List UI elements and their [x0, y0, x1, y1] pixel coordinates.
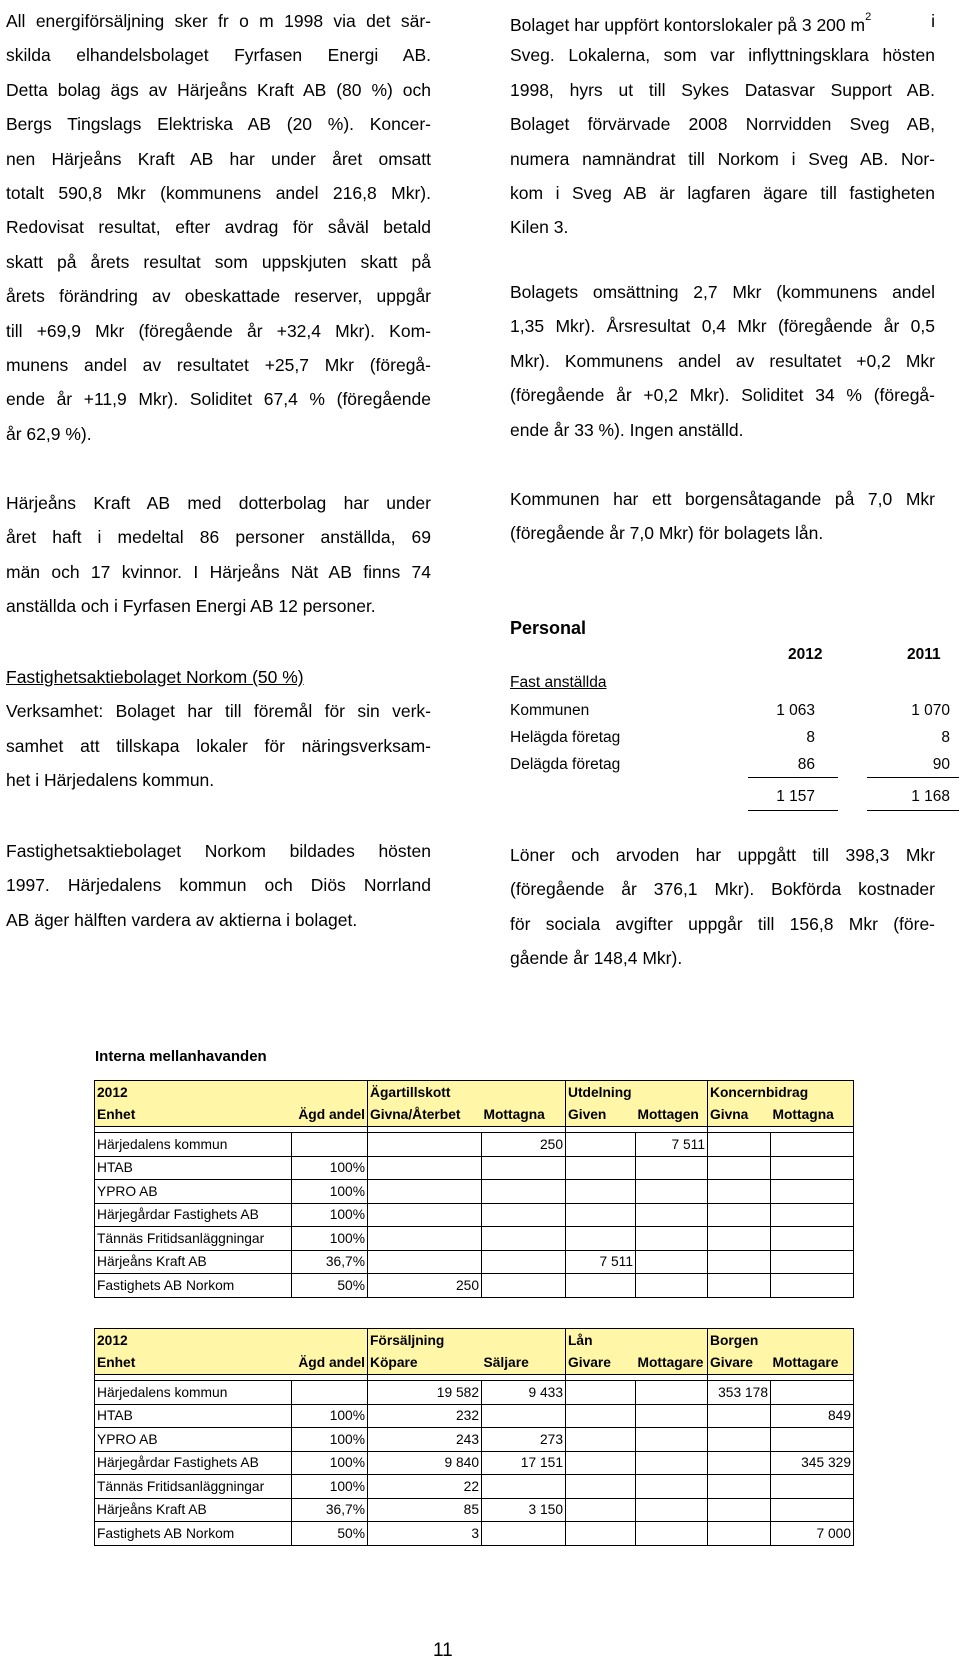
value-2011: 90: [932, 756, 950, 773]
cell: [566, 1274, 636, 1298]
cell: [636, 1227, 708, 1251]
cell: 36,7%: [292, 1250, 368, 1274]
cell: [708, 1133, 771, 1157]
cell: Tännäs Fritidsanläggningar: [95, 1475, 292, 1499]
year-header-2011: 2011: [907, 646, 941, 663]
table-row: [95, 1227, 854, 1251]
table-row: [95, 1475, 854, 1499]
text-line: 1998, hyrs ut till Sykes Datasvar Support AB.: [510, 79, 935, 100]
cell: [636, 1404, 708, 1428]
column-header: Enhet: [95, 1104, 292, 1127]
cell: [482, 1156, 566, 1180]
cell: 100%: [292, 1156, 368, 1180]
text-line: [510, 4, 935, 38]
cell: Härjegårdar Fastighets AB: [95, 1203, 292, 1227]
table-row: [95, 1133, 854, 1157]
text-line: anställda och i Fyrfasen Energi AB 12 personer.: [6, 596, 376, 617]
cell: Härjedalens kommun: [95, 1381, 292, 1405]
cell: [482, 1475, 566, 1499]
total-2012: 1 157: [776, 788, 815, 805]
year-header-2012: 2012: [788, 646, 823, 663]
cell: [708, 1451, 771, 1475]
page-number: 11: [433, 1640, 453, 1661]
cell: [566, 1451, 636, 1475]
cell: 36,7%: [292, 1498, 368, 1522]
text-line: numera namnändrat till Norkom i Sveg AB. Nor-: [510, 148, 935, 169]
cell: [566, 1381, 636, 1405]
text-line: kom i Sveg AB är lagfaren ägare till fastigheten: [510, 182, 935, 203]
text-line: Härjeåns Kraft AB med dotterbolag har under: [6, 493, 431, 513]
column-header: Mottagare: [636, 1352, 708, 1375]
cell: [566, 1156, 636, 1180]
column-header: Mottagare: [771, 1352, 854, 1375]
text-line: samhet att tillskapa lokaler för näringsverksam-: [6, 735, 431, 756]
cell: [771, 1203, 854, 1227]
cell: YPRO AB: [95, 1180, 292, 1204]
cell: [482, 1404, 566, 1428]
cell: [566, 1475, 636, 1499]
text-line: (föregående år 7,0 Mkr) för bolagets lån.: [510, 523, 824, 544]
cell: [771, 1274, 854, 1298]
cell: 100%: [292, 1475, 368, 1499]
cell: 19 582: [368, 1381, 482, 1405]
cell: [566, 1203, 636, 1227]
cell: [636, 1498, 708, 1522]
cell: [482, 1522, 566, 1546]
group-header: Lån: [566, 1329, 708, 1352]
cell: 232: [368, 1404, 482, 1428]
cell: 50%: [292, 1274, 368, 1298]
text-line: år 62,9 %).: [6, 423, 92, 444]
cell: [771, 1475, 854, 1499]
cell: 345 329: [771, 1451, 854, 1475]
table-row: [95, 1274, 854, 1298]
cell: 3: [368, 1522, 482, 1546]
cell: 22: [368, 1475, 482, 1499]
cell: [636, 1180, 708, 1204]
cell: [771, 1156, 854, 1180]
cell: 17 151: [482, 1451, 566, 1475]
cell: [708, 1274, 771, 1298]
cell: [708, 1475, 771, 1499]
column-header: Säljare: [482, 1352, 566, 1375]
total-line: [867, 810, 959, 811]
cell: [771, 1227, 854, 1251]
column-header-row: [95, 1104, 854, 1127]
group-header: Koncernbidrag: [708, 1081, 854, 1104]
cell: [636, 1522, 708, 1546]
text-line: Redovisat resultat, efter avdrag för såväl betald: [6, 217, 431, 238]
text-line: 1997. Härjedalens kommun och Diös Norrland: [6, 875, 431, 896]
cell: [636, 1451, 708, 1475]
cell: [636, 1156, 708, 1180]
column-header: Ägd andel: [292, 1104, 368, 1127]
text-line: totalt 590,8 Mkr (kommunens andel 216,8 Mkr).: [6, 182, 431, 203]
cell: [368, 1180, 482, 1204]
column-header: Givare: [566, 1352, 636, 1375]
cell: [708, 1156, 771, 1180]
cell: [566, 1522, 636, 1546]
empty-cell: [292, 1081, 368, 1104]
interna-table-1: [94, 1080, 854, 1298]
personal-heading: Personal: [510, 618, 587, 638]
cell: 100%: [292, 1404, 368, 1428]
paragraph-loner: [510, 838, 935, 976]
cell: 273: [482, 1428, 566, 1452]
value-2012: 86: [797, 756, 815, 773]
text-line: Fastighetsaktiebolaget Norkom bildades hösten: [6, 841, 431, 861]
sum-line: [748, 777, 838, 778]
cell: 85: [368, 1498, 482, 1522]
interna-title: Interna mellanhavanden: [95, 1048, 267, 1065]
cell: YPRO AB: [95, 1428, 292, 1452]
group-header: Försäljning: [368, 1329, 566, 1352]
cell: [566, 1498, 636, 1522]
table-row: [95, 1180, 854, 1204]
text-line: ende år +11,9 Mkr). Soliditet 67,4 % (föregående: [6, 389, 431, 410]
year-cell: 2012: [95, 1081, 292, 1104]
paragraph-personal-kraft: [6, 486, 431, 624]
text-line: gående år 148,4 Mkr).: [510, 948, 683, 969]
text-line: munens andel av resultatet +25,7 Mkr (föregå-: [6, 354, 431, 375]
cell: [708, 1250, 771, 1274]
cell: [566, 1404, 636, 1428]
text-line: Mkr). Kommunens andel av resultatet +0,2 Mkr: [510, 350, 935, 371]
cell: [482, 1180, 566, 1204]
cell: [771, 1250, 854, 1274]
cell: 100%: [292, 1428, 368, 1452]
cell: 9 840: [368, 1451, 482, 1475]
text-line: Bolaget förvärvade 2008 Norrvidden Sveg AB,: [510, 114, 935, 135]
personal-row: [510, 729, 950, 751]
paragraph-energi: [6, 4, 431, 451]
column-header: Ägd andel: [292, 1352, 368, 1375]
column-header: Givare: [708, 1352, 771, 1375]
cell: [368, 1227, 482, 1251]
text-line: till +69,9 Mkr (föregående år +32,4 Mkr). Kom-: [6, 320, 431, 341]
cell: 849: [771, 1404, 854, 1428]
text-line: skilda elhandelsbolaget Fyrfasen Energi AB.: [6, 45, 431, 66]
cell: 353 178: [708, 1381, 771, 1405]
text-line: (föregående år 376,1 Mkr). Bokförda kostnader: [510, 879, 935, 900]
cell: [292, 1133, 368, 1157]
group-header-row: [95, 1081, 854, 1104]
cell: [482, 1250, 566, 1274]
paragraph-omsattning: [510, 275, 935, 447]
cell: [771, 1180, 854, 1204]
empty-cell: [292, 1329, 368, 1352]
table-row: [95, 1381, 854, 1405]
group-header: Ägartillskott: [368, 1081, 566, 1104]
text-line: het i Härjedalens kommun.: [6, 770, 215, 791]
cell: HTAB: [95, 1404, 292, 1428]
cell: Härjeåns Kraft AB: [95, 1498, 292, 1522]
paragraph-kontorslokaler: [510, 4, 935, 245]
row-label: Helägda företag: [510, 729, 621, 746]
column-header: Givna/Återbet: [368, 1104, 482, 1127]
column-header-row: [95, 1352, 854, 1375]
row-label: Delägda företag: [510, 756, 621, 773]
cell: [771, 1381, 854, 1405]
table-row: [95, 1498, 854, 1522]
value-2012: 1 063: [776, 702, 815, 719]
group-header: Borgen: [708, 1329, 854, 1352]
cell: [482, 1227, 566, 1251]
personal-subheading: Fast anställda: [510, 674, 607, 691]
cell: 250: [482, 1133, 566, 1157]
cell: [708, 1227, 771, 1251]
cell: [708, 1180, 771, 1204]
text-line: (föregående år +0,2 Mkr). Soliditet 34 % (föregå-: [510, 385, 935, 406]
column-header: Givna: [708, 1104, 771, 1127]
cell: 9 433: [482, 1381, 566, 1405]
cell: 3 150: [482, 1498, 566, 1522]
paragraph-norkom-bildades: [6, 834, 431, 937]
cell: Härjegårdar Fastighets AB: [95, 1451, 292, 1475]
section-heading: Fastighetsaktiebolaget Norkom (50 %): [6, 667, 304, 687]
paragraph-norkom: [6, 660, 431, 798]
cell: 100%: [292, 1203, 368, 1227]
cell: [708, 1498, 771, 1522]
total-line: [748, 810, 838, 811]
text-line: AB äger hälften vardera av aktierna i bolaget.: [6, 909, 358, 930]
value-2011: 1 070: [911, 702, 950, 719]
text-line: Kilen 3.: [510, 217, 569, 238]
text-line: Verksamhet: Bolaget har till föremål för sin verk-: [6, 701, 431, 722]
table-row: [95, 1203, 854, 1227]
table-row: [95, 1428, 854, 1452]
cell: Härjeåns Kraft AB: [95, 1250, 292, 1274]
text-line: Bolagets omsättning 2,7 Mkr (kommunens andel: [510, 282, 935, 302]
cell: [636, 1428, 708, 1452]
table-row: [95, 1404, 854, 1428]
personal-row: [510, 756, 950, 778]
text-line: Sveg. Lokalerna, som var inflyttningsklara hösten: [510, 45, 935, 66]
cell: 250: [368, 1274, 482, 1298]
cell: [708, 1522, 771, 1546]
text-line: Kommunen har ett borgensåtagande på 7,0 Mkr: [510, 489, 935, 509]
text-line: Löner och arvoden har uppgått till 398,3 Mkr: [510, 845, 935, 865]
cell: HTAB: [95, 1156, 292, 1180]
cell: [482, 1274, 566, 1298]
cell: [566, 1133, 636, 1157]
text-line: nen Härjeåns Kraft AB har under året omsatt: [6, 148, 431, 169]
cell: [708, 1203, 771, 1227]
text-line: män och 17 kvinnor. I Härjeåns Nät AB finns 74: [6, 561, 431, 582]
cell: [566, 1227, 636, 1251]
cell: 100%: [292, 1227, 368, 1251]
cell: Tännäs Fritidsanläggningar: [95, 1227, 292, 1251]
cell: 100%: [292, 1180, 368, 1204]
text-run: i: [931, 11, 935, 31]
text-line: Detta bolag ägs av Härjeåns Kraft AB (80 %) och: [6, 79, 431, 100]
cell: [708, 1404, 771, 1428]
group-header-row: [95, 1329, 854, 1352]
cell: [368, 1156, 482, 1180]
text-line: för sociala avgifter uppgår till 156,8 Mkr (före-: [510, 913, 935, 934]
interna-table-2: [94, 1328, 854, 1546]
cell: [368, 1203, 482, 1227]
text-line: ende år 33 %). Ingen anställd.: [510, 419, 744, 440]
sum-line: [867, 777, 959, 778]
column-header: Given: [566, 1104, 636, 1127]
paragraph-borgen: [510, 482, 935, 551]
column-header: Mottagna: [482, 1104, 566, 1127]
cell: Fastighets AB Norkom: [95, 1274, 292, 1298]
table-row: [95, 1156, 854, 1180]
column-header: Mottagen: [636, 1104, 708, 1127]
cell: [636, 1203, 708, 1227]
value-2012: 8: [806, 729, 815, 746]
cell: [566, 1428, 636, 1452]
cell: [708, 1428, 771, 1452]
cell: [566, 1180, 636, 1204]
cell: 7 511: [636, 1133, 708, 1157]
row-label: Kommunen: [510, 702, 590, 719]
table-row: [95, 1522, 854, 1546]
cell: [636, 1250, 708, 1274]
text-line: årets förändring av obeskattade reserver, uppgår: [6, 286, 431, 307]
personal-row: [510, 702, 950, 724]
superscript: 2: [865, 11, 872, 23]
cell: [636, 1381, 708, 1405]
text-fragment: [510, 4, 871, 38]
cell: [771, 1428, 854, 1452]
cell: Härjedalens kommun: [95, 1133, 292, 1157]
group-header: Utdelning: [566, 1081, 708, 1104]
personal-total-row: [510, 788, 950, 810]
table-row: [95, 1250, 854, 1274]
column-header: Mottagna: [771, 1104, 854, 1127]
cell: [368, 1133, 482, 1157]
cell: [292, 1381, 368, 1405]
value-2011: 8: [941, 729, 950, 746]
column-header: Köpare: [368, 1352, 482, 1375]
text-line: året haft i medeltal 86 personer anställda, 69: [6, 527, 431, 548]
cell: 50%: [292, 1522, 368, 1546]
table-row: [95, 1451, 854, 1475]
column-header: Enhet: [95, 1352, 292, 1375]
text-run: Bolaget har uppfört kontorslokaler på 3 200 m: [510, 14, 866, 35]
cell: 7 511: [566, 1250, 636, 1274]
cell: 100%: [292, 1451, 368, 1475]
cell: Fastighets AB Norkom: [95, 1522, 292, 1546]
text-line: Bergs Tingslags Elektriska AB (20 %). Koncer-: [6, 114, 431, 135]
year-cell: 2012: [95, 1329, 292, 1352]
cell: [636, 1475, 708, 1499]
text-line: All energiförsäljning sker fr o m 1998 via det sär-: [6, 11, 431, 31]
cell: [771, 1133, 854, 1157]
text-line: 1,35 Mkr). Årsresultat 0,4 Mkr (föregående år 0,5: [510, 316, 935, 337]
cell: 243: [368, 1428, 482, 1452]
cell: 7 000: [771, 1522, 854, 1546]
cell: [771, 1498, 854, 1522]
cell: [368, 1250, 482, 1274]
total-2011: 1 168: [911, 788, 950, 805]
text-line: skatt på årets resultat som uppskjuten skatt på: [6, 251, 431, 272]
cell: [636, 1274, 708, 1298]
cell: [482, 1203, 566, 1227]
